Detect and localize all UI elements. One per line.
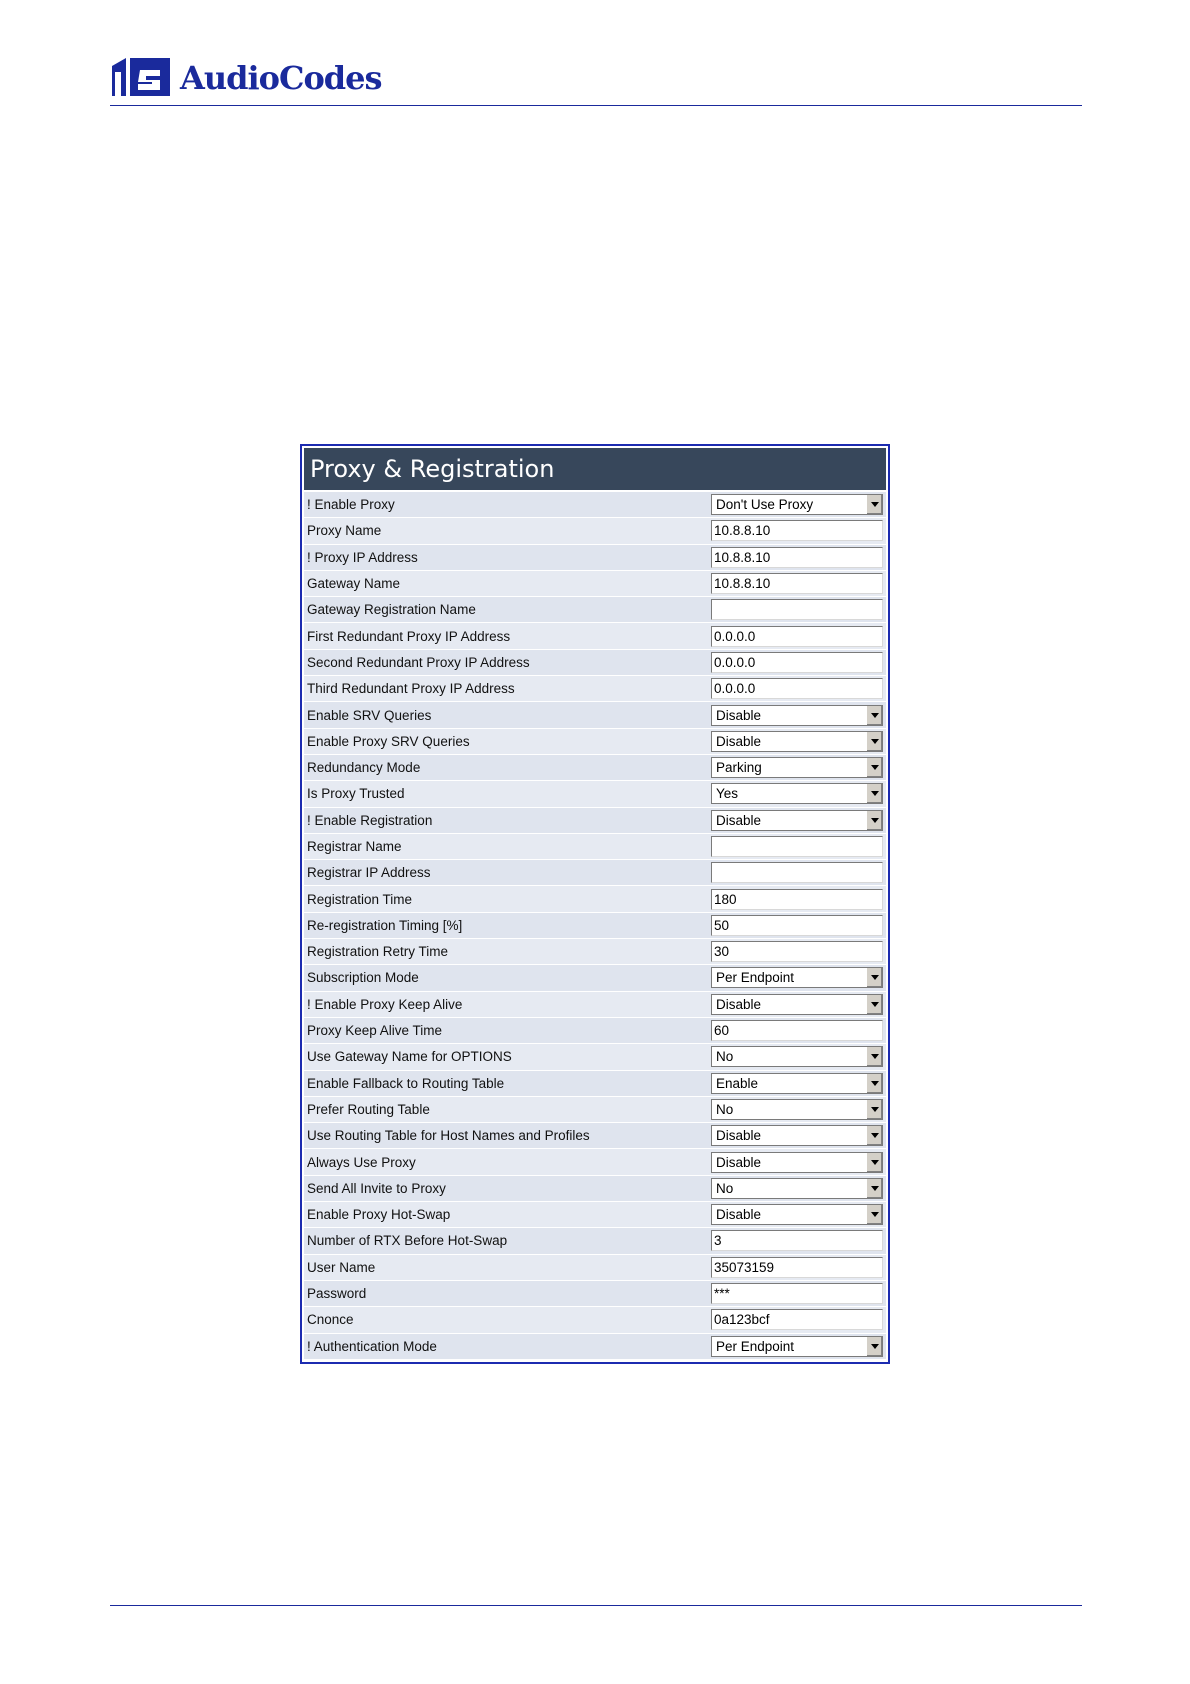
- setting-value-cell: [711, 1073, 883, 1094]
- setting-input[interactable]: 0a123bcf: [711, 1309, 883, 1330]
- settings-row: [304, 623, 886, 649]
- setting-input[interactable]: 50: [711, 915, 883, 936]
- setting-input[interactable]: [711, 862, 883, 883]
- setting-select[interactable]: [711, 1046, 883, 1067]
- settings-row: [304, 1228, 886, 1254]
- settings-row: [304, 597, 886, 623]
- settings-row: [304, 1176, 886, 1202]
- chevron-down-icon[interactable]: [866, 968, 882, 987]
- setting-label: Use Routing Table for Host Names and Profiles: [307, 1128, 590, 1144]
- setting-select[interactable]: [711, 783, 883, 804]
- setting-select[interactable]: [711, 731, 883, 752]
- settings-row: [304, 808, 886, 834]
- setting-label: ! Enable Registration: [307, 812, 433, 828]
- select-value: Disable: [716, 1128, 762, 1144]
- setting-label: Number of RTX Before Hot-Swap: [307, 1233, 508, 1249]
- select-value: No: [716, 1180, 734, 1196]
- setting-value-cell: [711, 1309, 883, 1330]
- setting-value-cell: [711, 652, 883, 673]
- settings-rows: [304, 492, 886, 1360]
- setting-value-cell: [711, 573, 883, 594]
- settings-row: [304, 755, 886, 781]
- setting-value-cell: [711, 599, 883, 620]
- chevron-down-icon[interactable]: [866, 732, 882, 751]
- panel-title: Proxy & Registration: [304, 448, 886, 490]
- setting-input[interactable]: 10.8.8.10: [711, 573, 883, 594]
- setting-label: Enable Proxy SRV Queries: [307, 733, 470, 749]
- setting-label: Gateway Registration Name: [307, 602, 476, 618]
- chevron-down-icon[interactable]: [866, 1047, 882, 1066]
- setting-select[interactable]: [711, 494, 883, 515]
- setting-value-cell: [711, 915, 883, 936]
- setting-label: Second Redundant Proxy IP Address: [307, 654, 530, 670]
- settings-row: [304, 676, 886, 702]
- settings-row: [304, 781, 886, 807]
- setting-input[interactable]: 35073159: [711, 1257, 883, 1278]
- audiocodes-logo: [112, 56, 382, 100]
- settings-row: [304, 886, 886, 912]
- settings-row: [304, 1071, 886, 1097]
- setting-input[interactable]: 0.0.0.0: [711, 652, 883, 673]
- setting-label: ! Enable Proxy Keep Alive: [307, 996, 463, 1012]
- setting-input[interactable]: 30: [711, 941, 883, 962]
- setting-value-cell: [711, 994, 883, 1015]
- select-value: Don't Use Proxy: [716, 497, 814, 513]
- setting-label: Use Gateway Name for OPTIONS: [307, 1049, 512, 1065]
- brand-name: AudioCodes: [180, 59, 382, 97]
- select-value: No: [716, 1101, 734, 1117]
- setting-label: Enable SRV Queries: [307, 707, 432, 723]
- header-rule: [110, 105, 1082, 106]
- settings-row: [304, 545, 886, 571]
- setting-label: Password: [307, 1286, 367, 1302]
- settings-row: [304, 492, 886, 518]
- settings-row: [304, 571, 886, 597]
- setting-label: Redundancy Mode: [307, 760, 421, 776]
- chevron-down-icon[interactable]: [866, 995, 882, 1014]
- setting-value-cell: [711, 1125, 883, 1146]
- select-value: Disable: [716, 812, 762, 828]
- setting-value-cell: [711, 1283, 883, 1304]
- setting-label: ! Proxy IP Address: [307, 549, 418, 565]
- setting-label: ! Enable Proxy: [307, 497, 395, 513]
- select-value: No: [716, 1049, 734, 1065]
- setting-value-cell: [711, 783, 883, 804]
- setting-value-cell: [711, 1257, 883, 1278]
- setting-input[interactable]: 10.8.8.10: [711, 520, 883, 541]
- setting-label: Proxy Name: [307, 523, 382, 539]
- setting-input[interactable]: [711, 599, 883, 620]
- settings-row: [304, 1018, 886, 1044]
- chevron-down-icon[interactable]: [866, 1205, 882, 1224]
- settings-row: [304, 939, 886, 965]
- settings-row: [304, 992, 886, 1018]
- select-value: Disable: [716, 707, 762, 723]
- footer-rule: [110, 1605, 1082, 1606]
- proxy-registration-panel: [300, 444, 890, 1364]
- setting-label: Gateway Name: [307, 576, 401, 592]
- setting-select[interactable]: [711, 1178, 883, 1199]
- chevron-down-icon[interactable]: [866, 1126, 882, 1145]
- setting-value-cell: [711, 520, 883, 541]
- setting-value-cell: [711, 836, 883, 857]
- setting-label: Registrar IP Address: [307, 865, 431, 881]
- setting-value-cell: [711, 967, 883, 988]
- settings-row: [304, 650, 886, 676]
- select-value: Disable: [716, 1154, 762, 1170]
- setting-label: Registration Retry Time: [307, 944, 449, 960]
- setting-label: Send All Invite to Proxy: [307, 1180, 446, 1196]
- settings-row: [304, 1123, 886, 1149]
- setting-label: Registration Time: [307, 891, 413, 907]
- setting-select[interactable]: [711, 1336, 883, 1357]
- settings-row: [304, 1307, 886, 1333]
- setting-value-cell: [711, 626, 883, 647]
- setting-value-cell: [711, 547, 883, 568]
- setting-value-cell: [711, 889, 883, 910]
- setting-label: Registrar Name: [307, 839, 402, 854]
- setting-value-cell: [711, 1099, 883, 1120]
- audiocodes-logo-icon: [112, 56, 172, 100]
- settings-row: [304, 1044, 886, 1070]
- setting-select[interactable]: [711, 810, 883, 831]
- chevron-down-icon[interactable]: [866, 1153, 882, 1172]
- setting-value-cell: [711, 757, 883, 778]
- setting-value-cell: [711, 862, 883, 883]
- setting-input[interactable]: [711, 836, 883, 857]
- settings-row: [304, 860, 886, 886]
- setting-input[interactable]: 10.8.8.10: [711, 547, 883, 568]
- select-value: Per Endpoint: [716, 970, 795, 986]
- chevron-down-icon[interactable]: [866, 1337, 882, 1356]
- chevron-down-icon[interactable]: [866, 1074, 882, 1093]
- settings-row: [304, 1334, 886, 1360]
- setting-label: Third Redundant Proxy IP Address: [307, 681, 515, 697]
- setting-input[interactable]: 180: [711, 889, 883, 910]
- setting-value-cell: [711, 1204, 883, 1225]
- select-value: Disable: [716, 733, 762, 749]
- setting-value-cell: [711, 1020, 883, 1041]
- setting-value-cell: [711, 1230, 883, 1251]
- setting-label: Enable Proxy Hot-Swap: [307, 1207, 451, 1223]
- settings-row: [304, 729, 886, 755]
- setting-input[interactable]: 0.0.0.0: [711, 626, 883, 647]
- setting-value-cell: [711, 731, 883, 752]
- setting-select[interactable]: [711, 1073, 883, 1094]
- setting-select[interactable]: [711, 1125, 883, 1146]
- chevron-down-icon[interactable]: [866, 1179, 882, 1198]
- setting-value-cell: [711, 494, 883, 515]
- setting-input[interactable]: 0.0.0.0: [711, 678, 883, 699]
- setting-value-cell: [711, 1178, 883, 1199]
- select-value: Disable: [716, 996, 762, 1012]
- setting-select[interactable]: [711, 1152, 883, 1173]
- setting-value-cell: [711, 1336, 883, 1357]
- settings-row: [304, 1149, 886, 1175]
- chevron-down-icon[interactable]: [866, 784, 882, 803]
- settings-row: [304, 1202, 886, 1228]
- settings-row: [304, 913, 886, 939]
- setting-input[interactable]: 3: [711, 1230, 883, 1251]
- chevron-down-icon[interactable]: [866, 758, 882, 777]
- setting-select[interactable]: [711, 705, 883, 726]
- settings-row: [304, 1097, 886, 1123]
- setting-label: ! Authentication Mode: [307, 1338, 437, 1354]
- settings-row: [304, 834, 886, 860]
- setting-label: Is Proxy Trusted: [307, 786, 405, 802]
- settings-row: [304, 1255, 886, 1281]
- setting-label: User Name: [307, 1259, 376, 1275]
- setting-label: Subscription Mode: [307, 970, 419, 986]
- setting-label: Cnonce: [307, 1312, 354, 1328]
- setting-value-cell: [711, 1152, 883, 1173]
- setting-label: Prefer Routing Table: [307, 1101, 430, 1117]
- select-value: Per Endpoint: [716, 1338, 795, 1354]
- select-value: Enable: [716, 1075, 759, 1091]
- setting-label: Always Use Proxy: [307, 1154, 416, 1170]
- chevron-down-icon[interactable]: [866, 1100, 882, 1119]
- setting-select[interactable]: [711, 1204, 883, 1225]
- setting-value-cell: [711, 678, 883, 699]
- settings-row: [304, 702, 886, 728]
- settings-row: [304, 965, 886, 991]
- setting-label: First Redundant Proxy IP Address: [307, 628, 511, 644]
- chevron-down-icon[interactable]: [866, 706, 882, 725]
- select-value: Yes: [716, 786, 739, 802]
- setting-select[interactable]: [711, 1099, 883, 1120]
- setting-value-cell: [711, 810, 883, 831]
- setting-input[interactable]: ***: [711, 1283, 883, 1304]
- setting-select[interactable]: [711, 967, 883, 988]
- setting-input[interactable]: 60: [711, 1020, 883, 1041]
- setting-select[interactable]: [711, 994, 883, 1015]
- chevron-down-icon[interactable]: [866, 811, 882, 830]
- setting-value-cell: [711, 705, 883, 726]
- settings-row: [304, 518, 886, 544]
- select-value: Parking: [716, 760, 762, 776]
- settings-row: [304, 1281, 886, 1307]
- setting-value-cell: [711, 941, 883, 962]
- select-value: Disable: [716, 1207, 762, 1223]
- setting-select[interactable]: [711, 757, 883, 778]
- setting-label: Enable Fallback to Routing Table: [307, 1075, 505, 1091]
- chevron-down-icon[interactable]: [866, 495, 882, 514]
- setting-label: Proxy Keep Alive Time: [307, 1023, 443, 1039]
- setting-value-cell: [711, 1046, 883, 1067]
- setting-label: Re-registration Timing [%]: [307, 917, 463, 933]
